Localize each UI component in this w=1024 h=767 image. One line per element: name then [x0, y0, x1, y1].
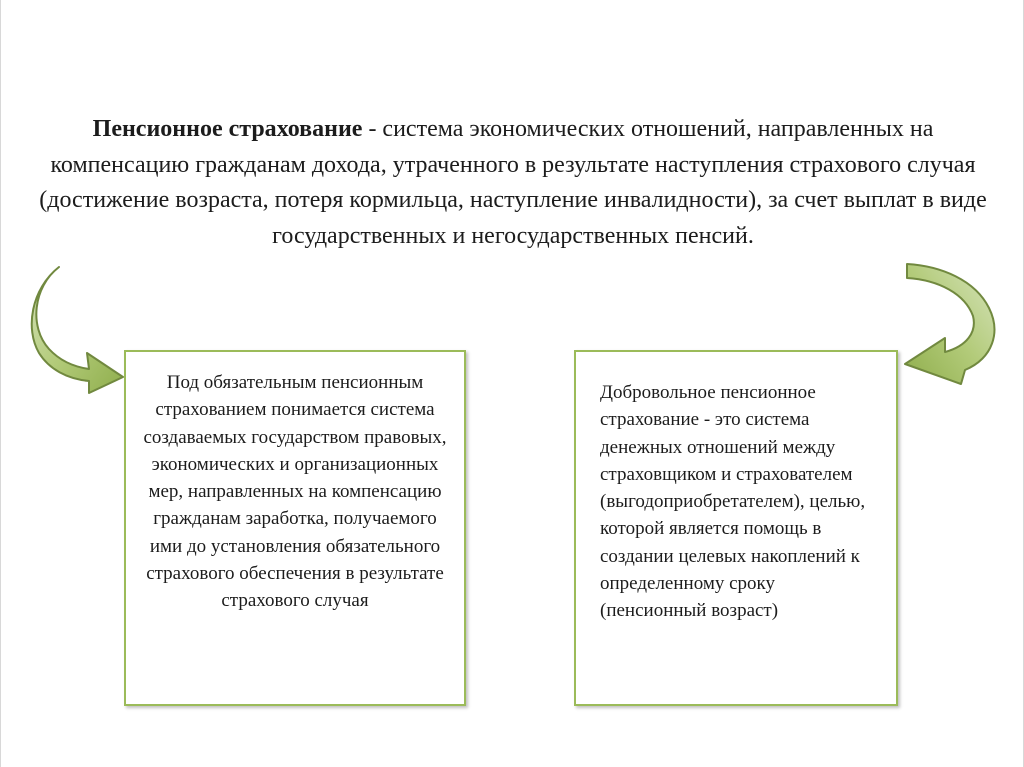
- mandatory-insurance-text: Под обязательным пенсионным страхованием понимается система создаваемых государством правовых, экономических и организационных мер, направленных на компенсацию гражданам заработка, получаемого ими до установления обязательного страхового обеспечения в результате страхового случая: [143, 372, 447, 612]
- curved-arrow-right-icon: [901, 258, 1003, 393]
- voluntary-insurance-box: [574, 350, 898, 706]
- voluntary-insurance-text: Добровольное пенсионное страхование - это система денежных отношений между страховщиком и страхователем (выгодоприобретателем), целью, которой является помощь в создании целевых накоплений к определенному сроку (пенсионный возраст): [600, 382, 866, 622]
- definition-text: [31, 112, 995, 254]
- mandatory-insurance-box: [124, 350, 466, 706]
- definition-term: Пенсионное страхование: [92, 116, 363, 142]
- definition-body: - система экономических отношений, направленных на компенсацию гражданам дохода, утраченного в результате наступления страхового случая (достижение возраста, потеря кормильца, наступление инвалидности), за счет выплат в виде государственных и негосударственных пенсий.: [39, 116, 987, 249]
- curved-arrow-left-icon: [23, 265, 125, 395]
